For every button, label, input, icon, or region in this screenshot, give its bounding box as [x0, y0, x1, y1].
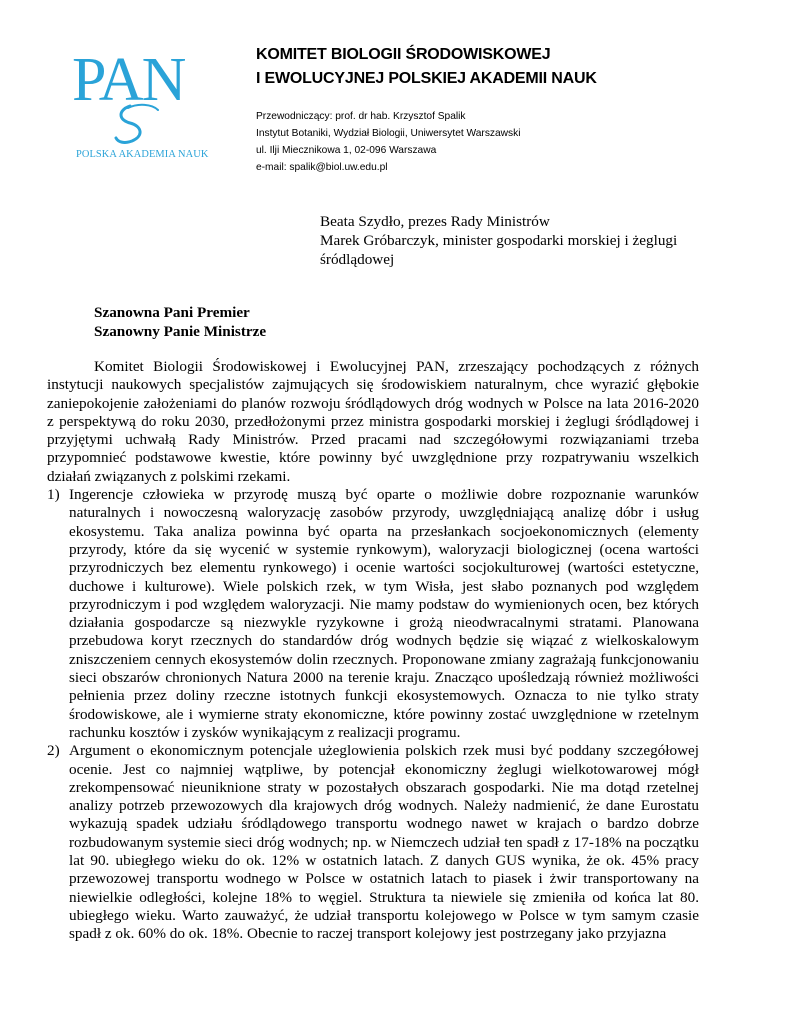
point-number: 2): [47, 742, 60, 760]
salutation: [94, 303, 266, 341]
contact-address: ul. Ilji Miecznikowa 1, 02-096 Warszawa: [256, 145, 437, 156]
pan-logo-mark: [72, 48, 222, 148]
recipients-block: [320, 212, 677, 269]
letter-body: [47, 358, 699, 944]
intro-paragraph: Komitet Biologii Środowiskowej i Ewolucyjnej PAN, zrzeszający pochodzących z różnych instytucji naukowych specjalistów zajmujących się środowiskiem naturalnym, chce wyrazić głębokie zaniepokojenie założeniami do planów rozwoju śródlądowych dróg wodnych w Polsce na lata 2016-2020 z perspektywą do roku 2030, przedłożonymi przez ministra gospodarki morskiej i żeglugi śródlądowej i przyjętymi uchwałą Rady Ministrów. Przed pracami nad szczegółowymi rozwiązaniami trzeba przypomnieć podstawowe kwestie, które powinny być uwzględnione przy rozpatrywaniu wszelkich działań związanych z polskimi rzekami.: [47, 358, 699, 485]
recipient-line-3: śródlądowej: [320, 251, 395, 268]
salutation-line-1: Szanowna Pani Premier: [94, 304, 250, 321]
contact-block: [256, 108, 521, 176]
salutation-line-2: Szanowny Panie Ministrze: [94, 323, 267, 340]
logo-caption: POLSKA AKADEMIA NAUK: [76, 149, 209, 160]
contact-chair: Przewodniczący: prof. dr hab. Krzysztof Spalik: [256, 111, 466, 122]
organization-title: [256, 43, 597, 91]
points-list: [47, 486, 699, 943]
list-item: [47, 486, 699, 742]
point-number: 1): [47, 486, 60, 504]
recipient-line-2: Marek Gróbarczyk, minister gospodarki morskiej i żeglugi: [320, 232, 678, 249]
list-item: [47, 742, 699, 943]
recipient-line-1: Beata Szydło, prezes Rady Ministrów: [320, 213, 550, 230]
contact-email: e-mail: spalik@biol.uw.edu.pl: [256, 162, 388, 173]
organization-title-line2: I EWOLUCYJNEJ POLSKIEJ AKADEMII NAUK: [256, 70, 597, 87]
contact-institute: Instytut Botaniki, Wydział Biologii, Uniwersytet Warszawski: [256, 128, 521, 139]
point-text: Ingerencje człowieka w przyrodę muszą być oparte o możliwie dobre rozpoznanie warunków naturalnych i nowoczesną waloryzację zasobów przyrody, uwzględniającą analizę dóbr i usług ekosystemu. Taka analiza powinna być oparta na przesłankach socjoekonomicznych (elementy przyrody, które da się wycenić w systemie rynkowym), waloryzacji biologicznej (ocena wartości przyrodniczych bez elementu rynkowego) i ocenie wartości socjokulturowej (wartości estetyczne, duchowe i kulturowe). Wiele polskich rzek, w tym Wisła, jest słabo poznanych pod względem przyrodniczym i pod względem waloryzacji. Nie mamy podstaw do wymienionych ocen, bez których działania gospodarcze są niezwykle ryzykowne i grożą nieodwracalnymi stratami. Planowana przebudowa koryt rzecznych do standardów dróg wodnych będzie się wiązać z wielkoskalowym zniszczeniem cennych ekosystemów dolin rzecznych. Proponowane zmiany zagrażają funkcjonowaniu sieci obszarów chronionych Natura 2000 na terenie kraju. Znacząco upośledzają również możliwości pełnienia przez doliny rzeczne istotnych funkcji ekosystemowych. Oznacza to nie tylko straty środowiskowe, ale i wymierne straty ekonomiczne, które powinny zostać uwzględnione w rzetelnym rachunku kosztów i zysków wynikającym z realizacji programu.: [69, 486, 699, 741]
organization-title-line1: KOMITET BIOLOGII ŚRODOWISKOWEJ: [256, 46, 551, 63]
point-text: Argument o ekonomicznym potencjale użeglowienia polskich rzek musi być poddany szczegółowej ocenie. Jest co najmniej wątpliwe, by potencjał ekonomiczny żeglugi wielkotowarowej mógł zrekompensować nieuniknione straty w pozostałych obszarach gospodarki. Nie ma dotąd rzetelnej analizy potrzeb przewozowych dla krajowych dróg wodnych. Należy nadmienić, że dane Eurostatu wykazują spadek udziału śródlądowego transportu wodnego nawet w krajach o bardzo dobrze rozbudowanym systemie sieci dróg wodnych; np. w Niemczech udział ten spadł z 17-18% na początku lat 90. ubiegłego wieku do ok. 12% w ostatnich latach. Z danych GUS wynika, że ok. 45% pracy przewozowej transportu wodnego w Polsce w ostatnich latach to piasek i żwir transportowany na niewielkie odległości, kolejne 18% to węgiel. Struktura ta niewiele się zmieniła od końca lat 80. ubiegłego wieku. Warto zauważyć, że udział transportu kolejowego w Polsce w tym samym czasie spadł z ok. 60% do ok. 18%. Obecnie to raczej transport kolejowy jest postrzegany jako przyjazna: [69, 742, 699, 943]
logo-text: PAN: [72, 48, 185, 114]
